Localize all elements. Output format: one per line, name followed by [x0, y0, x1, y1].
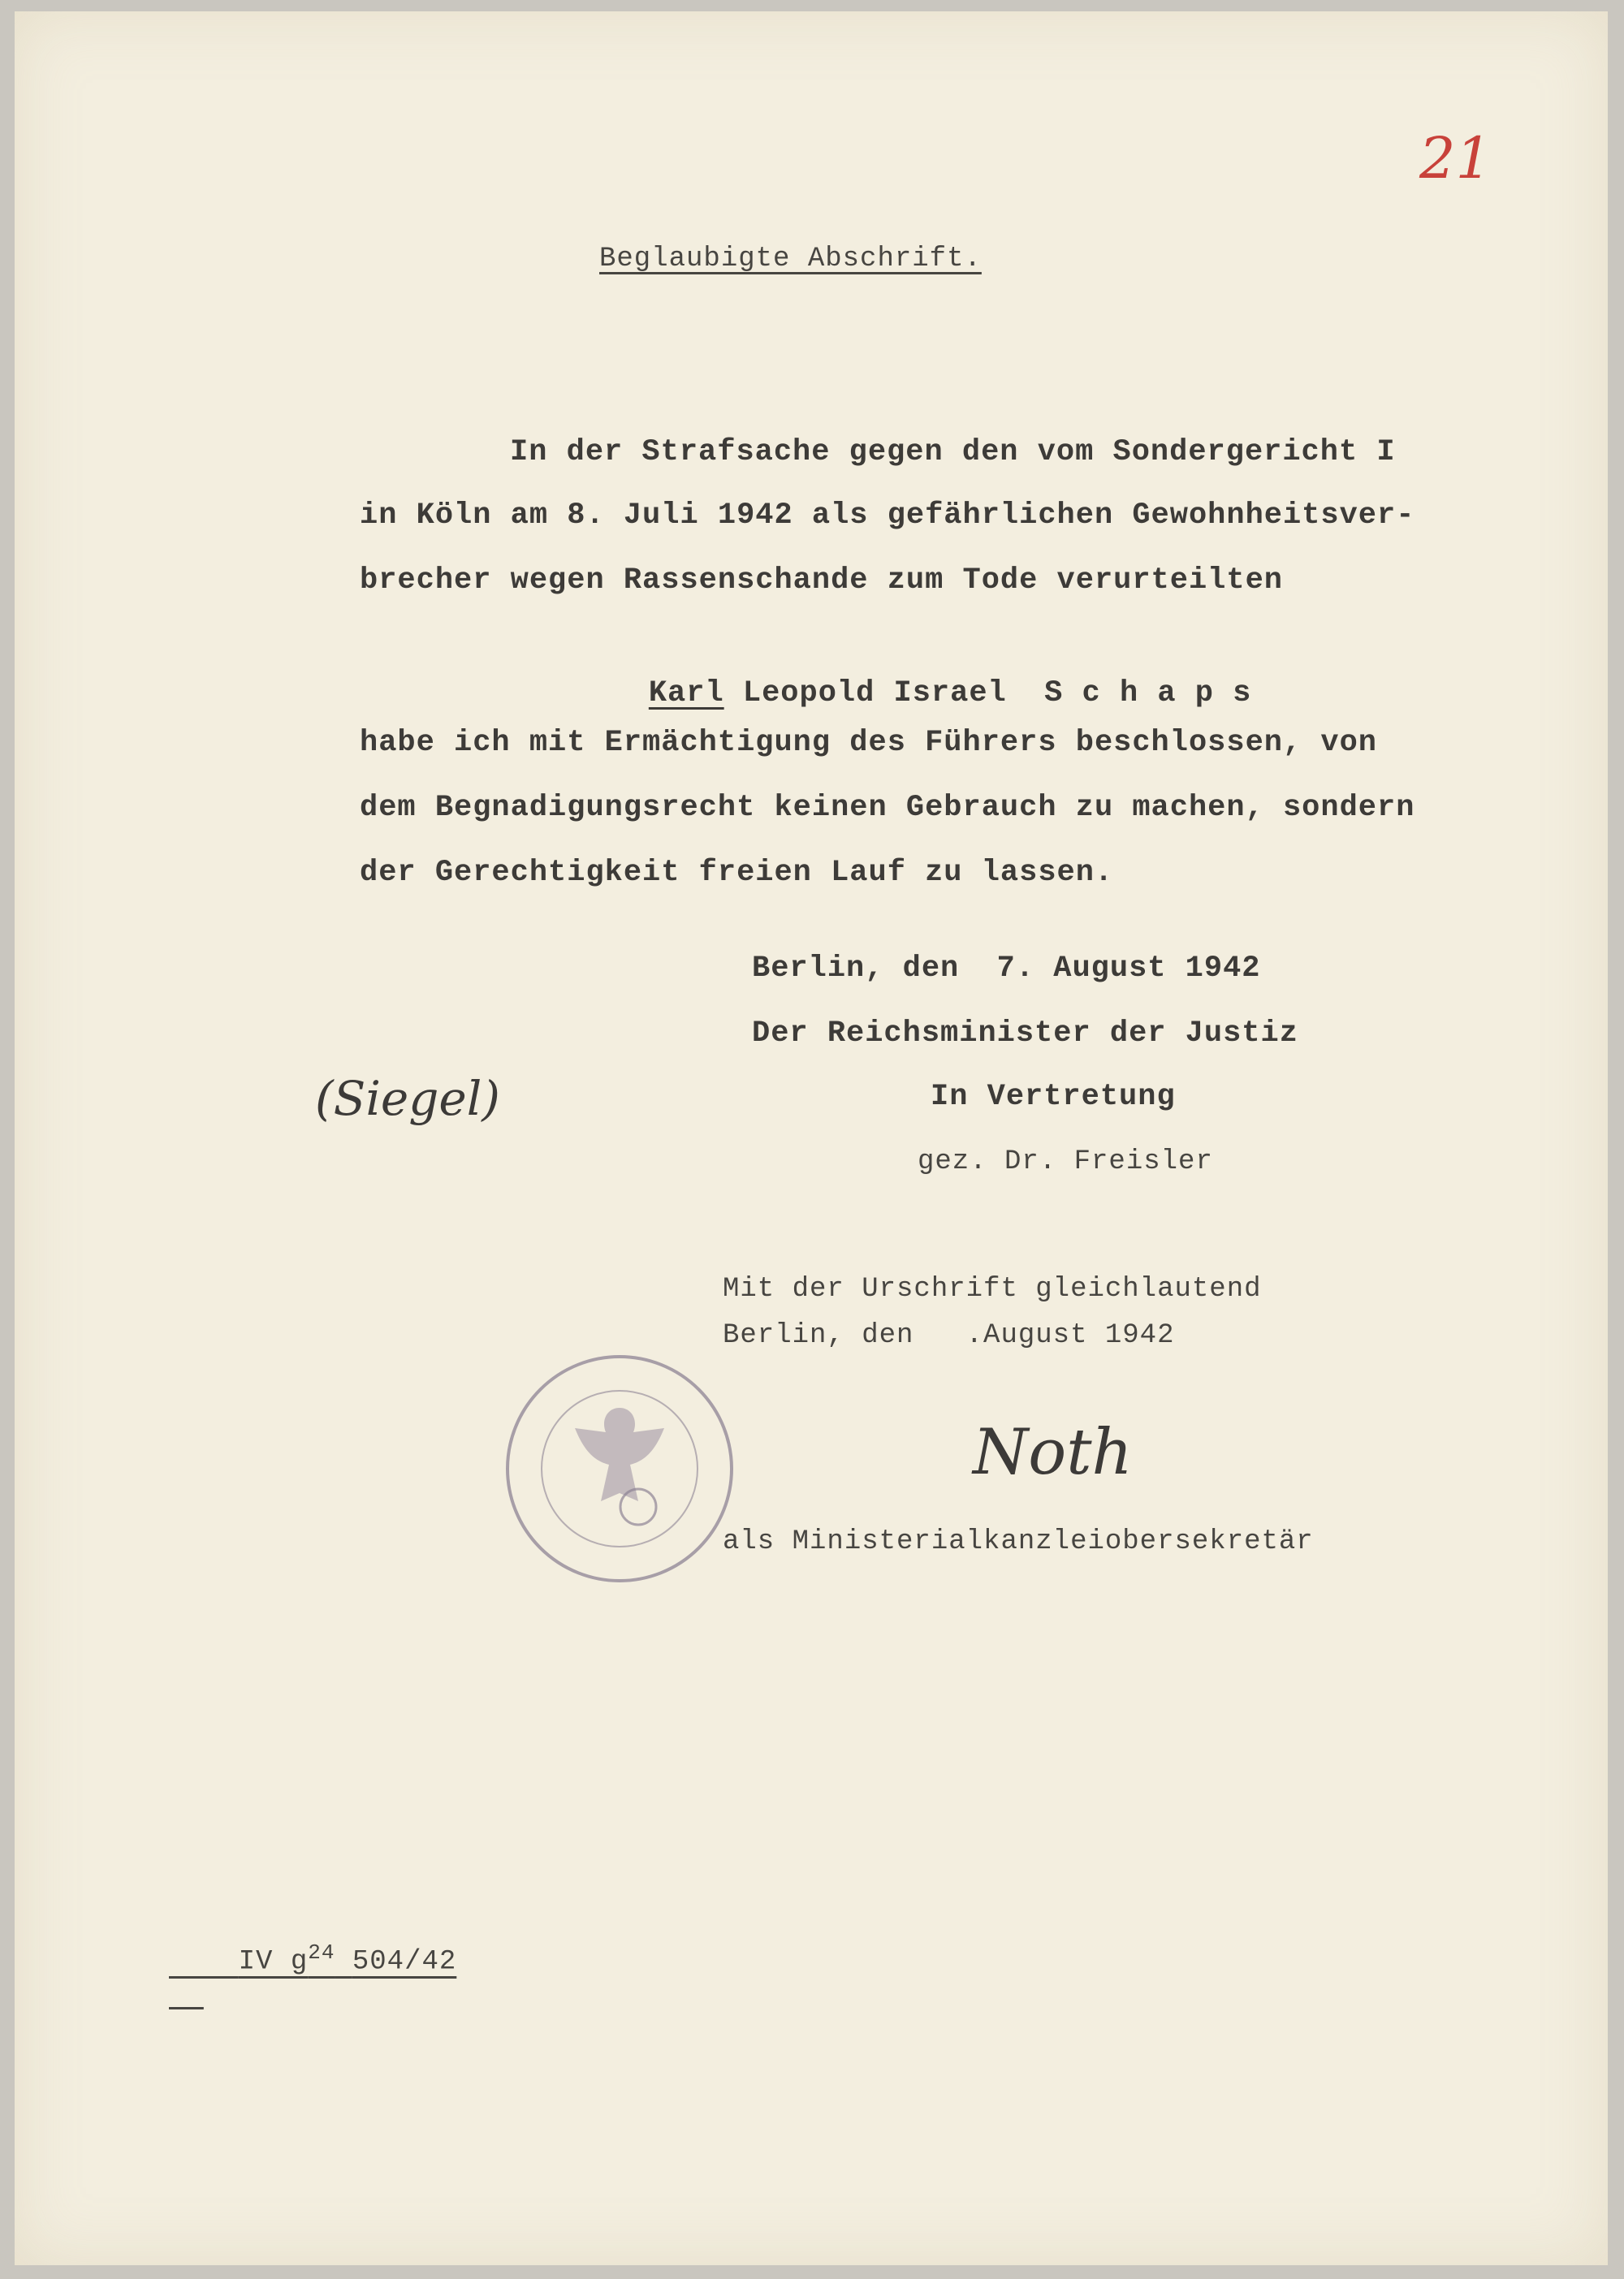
- seal-note: (Siegel): [315, 1071, 500, 1126]
- reference-superscript: 24: [308, 1940, 335, 1965]
- page-number: 21: [1419, 125, 1492, 192]
- convict-rest-name: Leopold Israel S c h a p s: [742, 676, 1252, 710]
- body-line-1: In der Strafsache gegen den vom Sondergericht I: [510, 435, 1396, 469]
- heading: Beglaubigte Abschrift.: [599, 244, 982, 274]
- document-page: [15, 11, 1608, 2265]
- certifier-signature: Noth: [973, 1416, 1133, 1489]
- body-line-5: habe ich mit Ermächtigung des Führers beschlossen, von: [360, 726, 1377, 760]
- body-line-2: in Köln am 8. Juli 1942 als gefährlichen Gewohnheitsver-: [360, 499, 1415, 533]
- reference-prefix: IV g: [238, 1946, 309, 1978]
- capacity: In Vertretung: [931, 1080, 1176, 1114]
- ministry-office: Der Reichsminister der Justiz: [752, 1016, 1298, 1051]
- certifier-title: als Ministerialkanzleiobersekretär: [723, 1526, 1314, 1557]
- eagle-icon: [575, 1408, 664, 1501]
- reference-code: 504/42: [352, 1946, 457, 1978]
- reference-number: [169, 1910, 456, 2008]
- body-line-7: der Gerechtigkeit freien Lauf zu lassen.: [360, 856, 1114, 890]
- ministry-seal-stamp: [502, 1351, 737, 1586]
- body-line-6: dem Begnadigungsrecht keinen Gebrauch zu machen, sondern: [360, 791, 1415, 825]
- body-line-3: brecher wegen Rassenschande zum Tode verurteilten: [360, 563, 1283, 598]
- convict-first-name: Karl: [648, 676, 724, 710]
- place-date: Berlin, den 7. August 1942: [752, 952, 1261, 986]
- signed-by: gez. Dr. Freisler: [918, 1146, 1213, 1177]
- certification-line-1: Mit der Urschrift gleichlautend: [723, 1274, 1262, 1305]
- certification-line-2: Berlin, den .August 1942: [723, 1320, 1175, 1351]
